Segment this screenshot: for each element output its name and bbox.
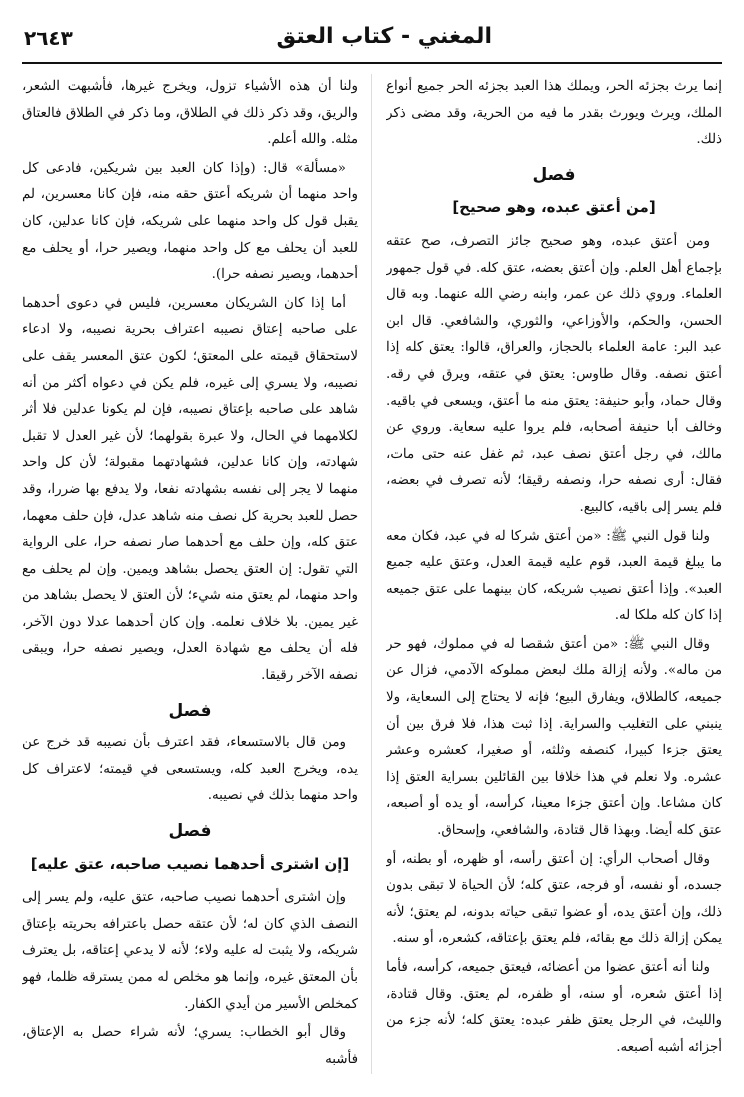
paragraph: وقال النبي ﷺ: «من أعتق شقصا له في مملوك، فهو حر من ماله». ولأنه إزالة ملك لبعض مملوكه الآدمي، فزال عن جميعه، كالطلاق، ويفارق البيع؛ فإنه لا يحتاج إلى السعاية، ولا ينبني على التغليب والسراية. إذا ثبت هذا، فلا فرق بين أن يعتق جزءا كبيرا، كنصفه وثلثه، أو صغيرا، كعشره وعشر عشره. ولا نعلم في هذا خلافا بين القائلين بسراية العتق إذا كان مشاعا. وإن أعتق جزءا معينا، كرأسه، أو يده أو أصبعه، عتق كله أيضا. وبهذا قال قتادة، والشافعي، وإسحاق. [386, 636, 722, 839]
paragraph: إنما يرث بجزئه الحر، ويملك هذا العبد بجزئه الحر جميع أنواع الملك، ويرث ويورث بقدر ما فيه من الحرية، وقد مضى ذكر ذلك. [386, 79, 722, 148]
paragraph: وإن اشترى أحدهما نصيب صاحبه، عتق عليه، ولم يسر إلى النصف الذي كان له؛ لأن عتقه حصل باعترافه بحريته بإعتاق شريكه، ولا يثبت له عليه ولاء؛ لأنه لا يدعي إعتاقه، بل يعترف بأن المعتق غيره، وإنما هو مخلص له ممن يسترقه ظلما، فهو كمخلص الأسير من أيدي الكفار. [22, 890, 358, 1012]
page-header [22, 18, 722, 64]
paragraph: وقال أصحاب الرأي: إن أعتق رأسه، أو ظهره، أو بطنه، أو جسده، أو نفسه، أو فرجه، عتق كله؛ لأن الحياة لا تبقى بدون ذلك، وإن أعتق يده، أو عضوا تبقى حياته بدونه، لم يعتق؛ لأنه يمكن إزالة ذلك مع بقائه، فلم يعتق بإعتاقه، كشعره، أو سنه. [386, 851, 722, 947]
section-heading: فصل [168, 821, 212, 842]
left-column [22, 74, 358, 1084]
paragraph: «مسألة» قال: (وإذا كان العبد بين شريكين، فادعى كل واحد منهما أن شريكه أعتق حقه منه، فإن كانا معسرين، لم يقبل قول كل واحد منهما على شريكه، فإن كانا عدلين، كان للعبد أن يحلف مع كل واحد منهما، ويصير حرا، أو يحلف مع أحدهما، ويصير نصفه حرا). [22, 160, 358, 283]
paragraph: أما إذا كان الشريكان معسرين، فليس في دعوى أحدهما على صاحبه إعتاق نصيبه اعتراف بحرية نصيبه، ولا ادعاء لاستحقاق قيمته على المعتق؛ لكون عتق المعسر يقف على نصيبه، ولا يسري إلى غيره، فلم يكن في دعواه أكثر من أنه شاهد على صاحبه بإعتاق نصيبه، فإن لم يكونا عدلين فلا أثر لكلامهما في الحال، ولا عبرة بقولهما؛ لأن غير العدل لا تقبل شهادته، وإن كانا عدلين، فشهادتهما مقبولة؛ لأن كل واحد منهما لا يجر إلى نفسه بشهادته نفعا، ولا يدفع بها ضررا، وقد حصل للعبد بحرية كل نصف منه شاهد عدل، فإن حلف معهما، عتق كله، وإن حلف مع أحدهما صار نصفه حرا، على الرواية التي تقول: إن العتق يحصل بشاهد ويمين. وإن لم يحلف مع واحد منهما، لم يعتق منه شيء؛ لأن العتق لا يحصل بشاهد من غير يمين. بلا خلاف نعلمه. وإن كان أحدهما عدلا دون الآخر، فله أن يحلف مع شهادة العدل، ويصير نصفه حرا، ويبقى نصفه الآخر رقيقا. [22, 295, 358, 684]
paragraph: ولنا قول النبي ﷺ: «من أعتق شركا له في عبد، فكان معه ما يبلغ قيمة العبد، قوم عليه قيمة العدل، وعتق عليه جميع العبد». وإذا أعتق نصيب شريكه، كان بينهما على عتق جميعه إذا كان كله ملكا له. [386, 528, 722, 624]
section-heading: فصل [532, 164, 576, 185]
column-divider [371, 74, 372, 1074]
paragraph: وقال أبو الخطاب: يسري؛ لأنه شراء حصل به الإعتاق، فأشبه [22, 1025, 358, 1067]
running-title: المغني - كتاب العتق [276, 24, 492, 49]
paragraph: ولنا أنه أعتق عضوا من أعضائه، فيعتق جميعه، كرأسه، فأما إذا أعتق شعره، أو سنه، أو ظفره، لم يعتق. وقال قتادة، والليث، في الرجل يعتق ظفر عبده: يعتق كله؛ لأنه جزء من أجزائه أشبه أصبعه. [386, 960, 722, 1055]
section-heading: فصل [168, 700, 212, 721]
section-subheading: [من أعتق عبده، وهو صحيح] [452, 198, 656, 217]
paragraph: ومن أعتق عبده، وهو صحيح جائز التصرف، صح عتقه بإجماع أهل العلم. وإن أعتق بعضه، عتق كله. في قول جمهور العلماء. وروي ذلك عن عمر، وابنه رضي الله عنهما. وبه قال الحسن، والحكم، والأوزاعي، والثوري، والشافعي. قال ابن عبد البر: عامة العلماء بالحجاز، والعراق، قالوا: يعتق كله إذا أعتق نصفه. وقال طاوس: يعتق في عتقه، ويرق في رقه. وقال حماد، وأبو حنيفة: يعتق منه ما أعتق، ويسعى في باقيه. وخالف أبا حنيفة أصحابه، فلم يروا عليه سعاية. وروي عن مالك، في رجل أعتق نصف عبد، ثم غفل عنه حتى مات، فقال: أرى نصفه حرا، ونصفه رقيقا؛ لأنه تصرف في بعضه، فلم يسر إلى باقيه، كالبيع. [386, 233, 722, 515]
page-number: ٢٦٤٣ [24, 26, 73, 50]
paragraph: ولنا أن هذه الأشياء تزول، ويخرج غيرها، فأشبهت الشعر، والريق، وقد ذكر ذلك في الطلاق، وما ذكر في الطلاق فالعتاق مثله. والله أعلم. [22, 79, 358, 148]
paragraph: ومن قال بالاستسعاء، فقد اعترف بأن نصيبه قد خرج عن يده، ويخرج العبد كله، ويستسعى في قيمته؛ لاعتراف كل واحد منهما بذلك في نصيبه. [22, 735, 358, 804]
right-column [386, 74, 722, 1084]
section-subheading: [إن اشترى أحدهما نصيب صاحبه، عتق عليه] [30, 854, 350, 873]
